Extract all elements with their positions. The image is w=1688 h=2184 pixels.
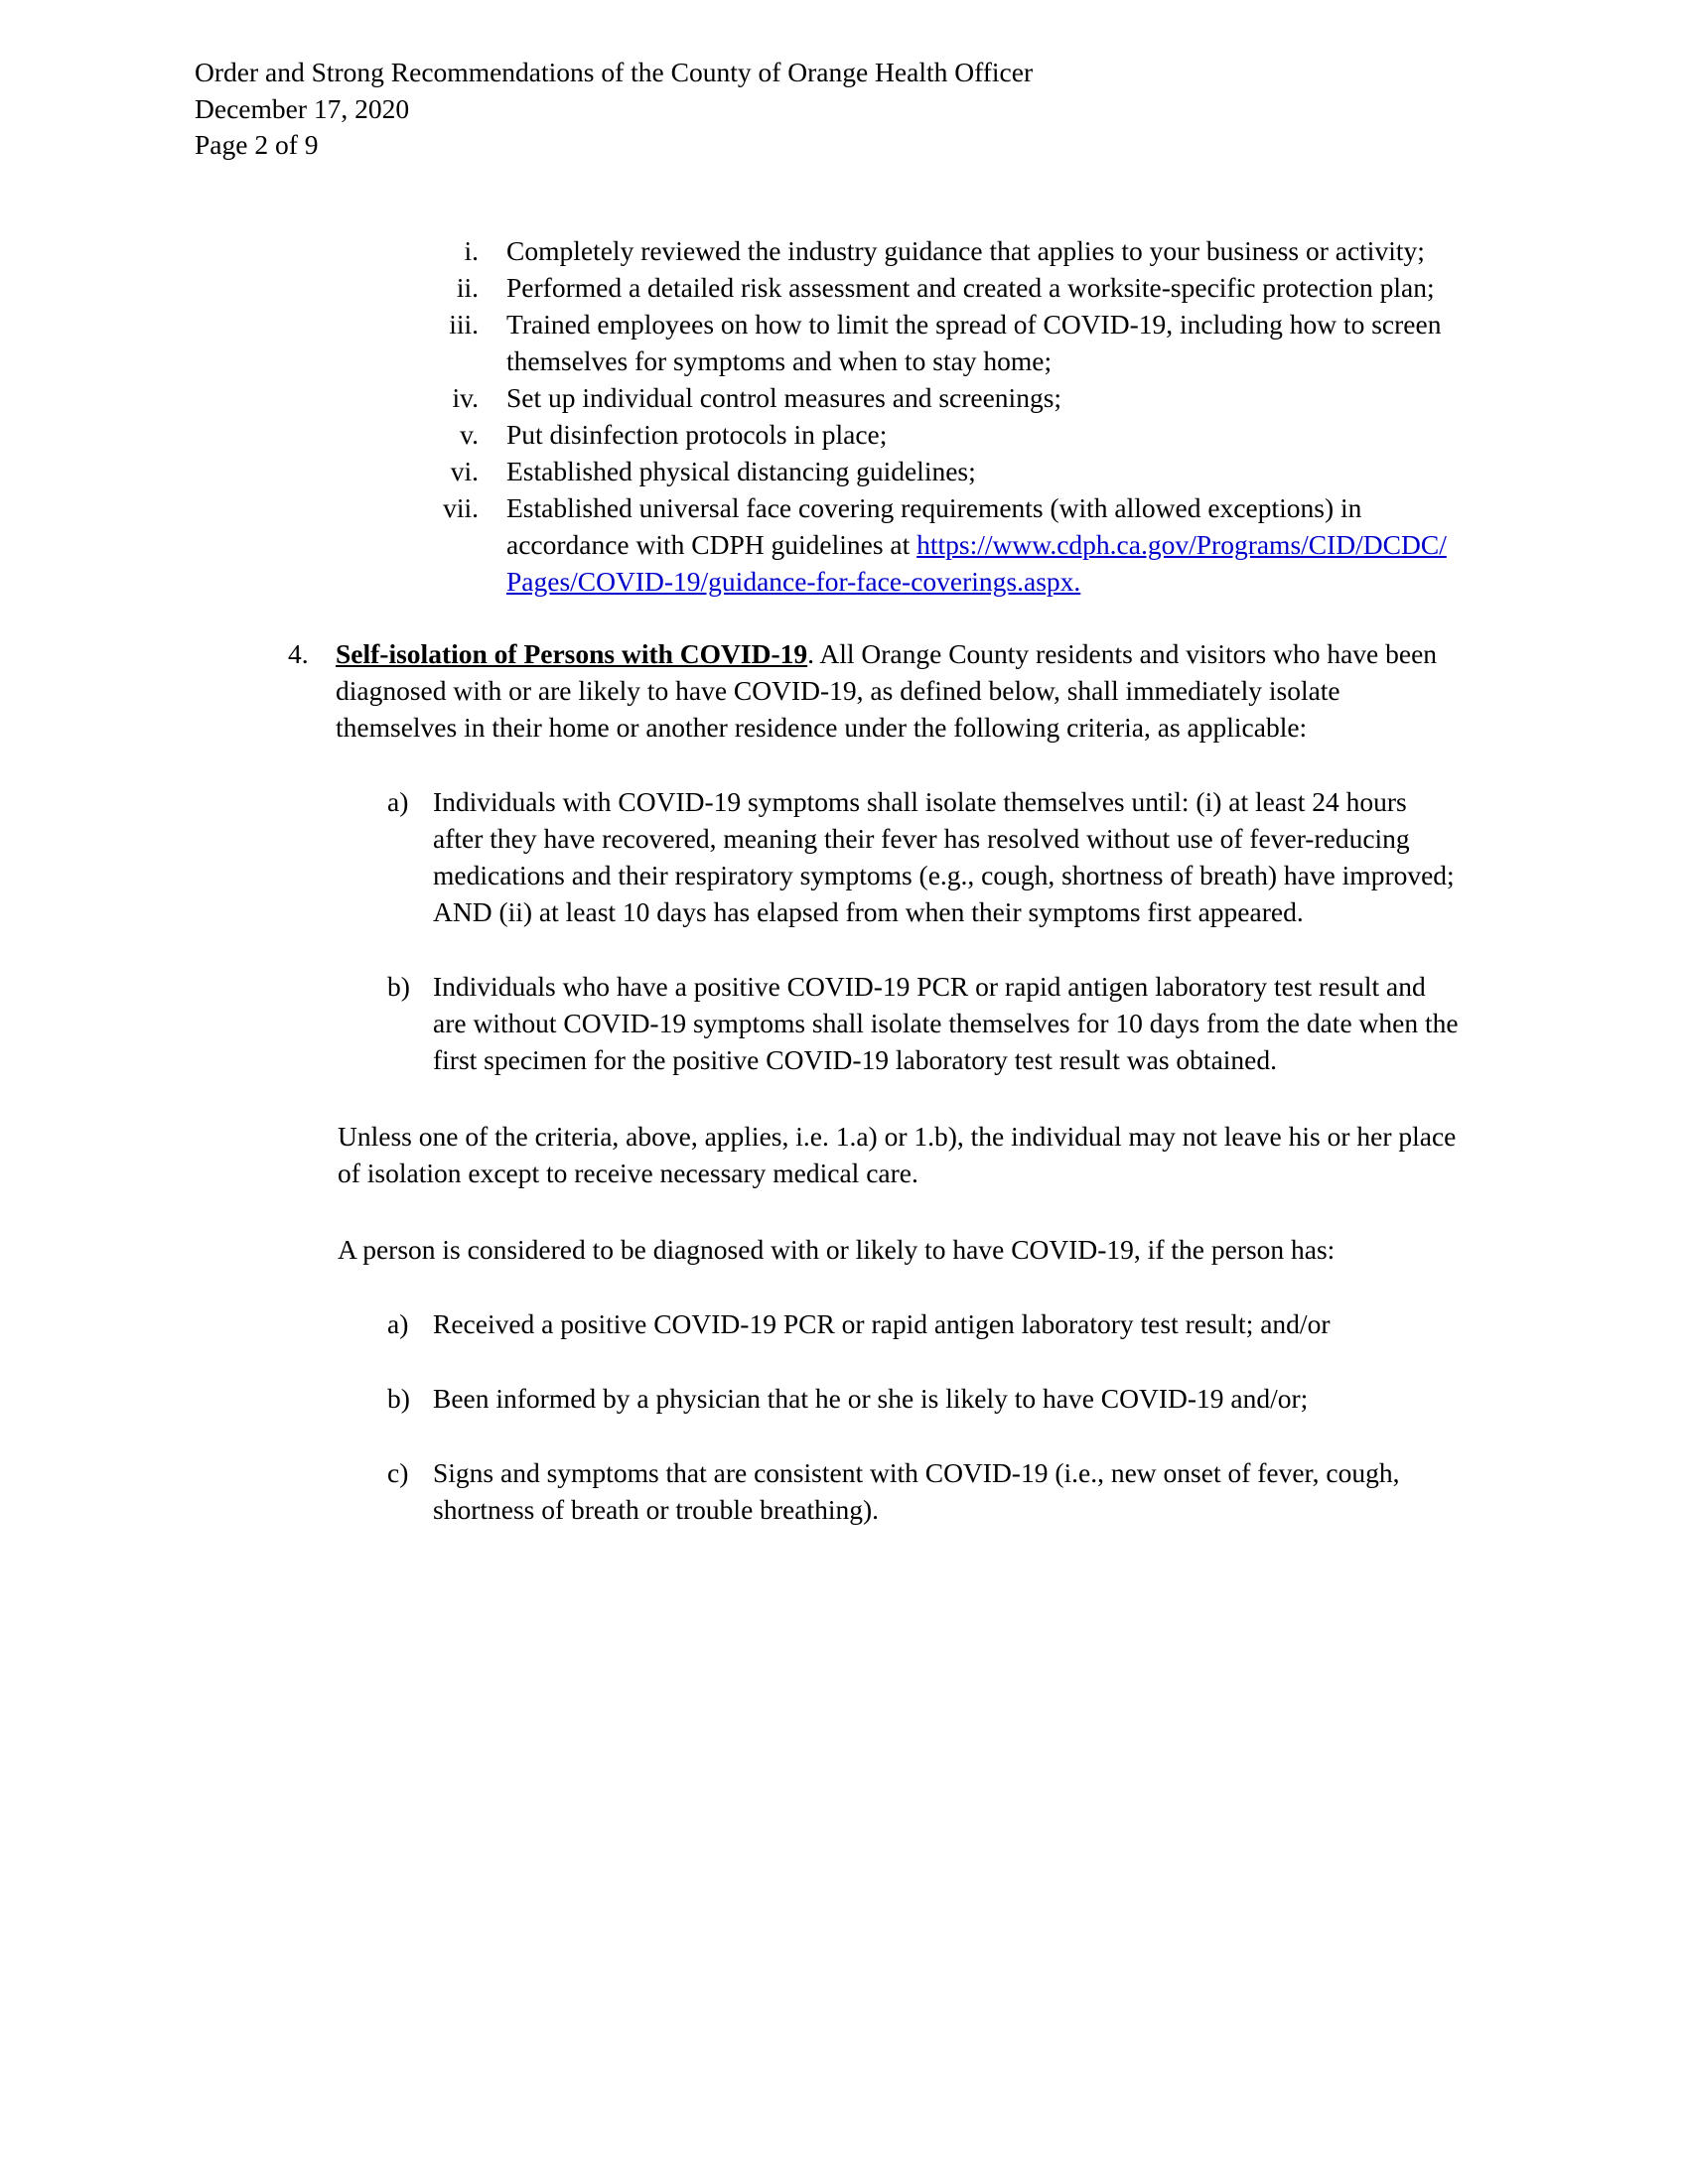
section-paragraph: . All Orange County residents and visitors who have been diagnosed with or are likely to have COVID-19, as defined below, shall immediately isolate themselves in their home or another residence under the following criteria, as applicable: <box>336 637 1438 743</box>
list-marker: v. <box>460 418 479 450</box>
list-item <box>407 417 1460 454</box>
list-item-text: Received a positive COVID-19 PCR or rapid antigen laboratory test result; and/or <box>433 1307 1331 1339</box>
page-header <box>195 55 1033 164</box>
list-item-text: Set up individual control measures and screenings; <box>506 381 1062 413</box>
cdph-face-coverings-link[interactable]: https://www.cdph.ca.gov/Programs/CID/DCDC/Pages/COVID-19/guidance-for-face-coverings.aspx. <box>506 528 1447 597</box>
list-item-text: Performed a detailed risk assessment and created a worksite-specific protection plan; <box>506 271 1435 303</box>
section-number: 4. <box>288 637 309 669</box>
list-marker: iv. <box>452 381 479 413</box>
header-page-number-line: Page 2 of 9 <box>195 129 319 161</box>
list-marker: iii. <box>449 308 479 340</box>
isolation-criteria-list <box>387 784 1460 1079</box>
roman-numeral-list <box>407 233 1460 601</box>
list-item-text: Individuals who have a positive COVID-19 PCR or rapid antigen laboratory test result and are without COVID-19 symptoms shall isolate themselves for 10 days from the date when the first specimen for the positive COVID-19 laboratory test result was obtained. <box>433 970 1459 1075</box>
header-date-line: December 17, 2020 <box>195 92 410 124</box>
list-item <box>407 380 1460 417</box>
list-marker: c) <box>387 1456 409 1488</box>
list-marker: i. <box>464 235 479 266</box>
list-item <box>407 233 1460 270</box>
list-item-text: Individuals with COVID-19 symptoms shall isolate themselves until: (i) at least 24 hours after they have recovered, meaning their fever has resolved without use of fever-reducing medications and their respiratory symptoms (e.g., cough, shortness of breath) have improved; AND (ii) at least 10 days has elapsed from when their symptoms first appeared. <box>433 785 1455 927</box>
list-item-text: Completely reviewed the industry guidance that applies to your business or activity; <box>506 235 1425 266</box>
list-marker: b) <box>387 1382 410 1414</box>
list-marker: vii. <box>443 491 479 523</box>
section-4 <box>288 636 1460 747</box>
unless-criteria-paragraph: Unless one of the criteria, above, applies, i.e. 1.a) or 1.b), the individual may not leave his or her place of isolation except to receive necessary medical care. <box>338 1120 1457 1188</box>
list-item <box>387 1306 1460 1343</box>
list-item-text: Established physical distancing guidelines; <box>506 455 976 486</box>
list-item <box>407 307 1460 380</box>
list-marker: a) <box>387 1307 409 1339</box>
list-item-text: Trained employees on how to limit the spread of COVID-19, including how to screen themselves for symptoms and when to stay home; <box>506 308 1442 376</box>
list-item-text: Been informed by a physician that he or she is likely to have COVID-19 and/or; <box>433 1382 1309 1414</box>
list-item <box>387 1455 1460 1529</box>
list-marker: ii. <box>456 271 479 303</box>
section-title: Self-isolation of Persons with COVID-19 <box>336 637 808 669</box>
considered-diagnosed-paragraph: A person is considered to be diagnosed with or likely to have COVID-19, if the person has: <box>338 1233 1336 1265</box>
diagnosis-criteria-list <box>387 1306 1460 1529</box>
list-item-text: Signs and symptoms that are consistent with COVID-19 (i.e., new onset of fever, cough, shortness of breath or trouble breathing). <box>433 1456 1400 1525</box>
list-item <box>407 490 1460 601</box>
list-marker: a) <box>387 785 409 817</box>
list-item <box>407 454 1460 490</box>
section-body-text <box>336 636 1460 747</box>
list-item-text: Put disinfection protocols in place; <box>506 418 888 450</box>
list-item <box>387 784 1460 931</box>
list-item-lead-text: Established universal face covering requirements (with allowed exceptions) in accordance with CDPH guidelines at <box>506 491 1362 560</box>
list-marker: vi. <box>450 455 479 486</box>
list-item <box>387 1381 1460 1418</box>
header-title-line: Order and Strong Recommendations of the County of Orange Health Officer <box>195 57 1034 87</box>
list-marker: b) <box>387 970 410 1002</box>
list-item-text <box>479 490 1460 601</box>
list-item <box>387 969 1460 1079</box>
list-item <box>407 270 1460 307</box>
document-body <box>0 233 1688 1529</box>
